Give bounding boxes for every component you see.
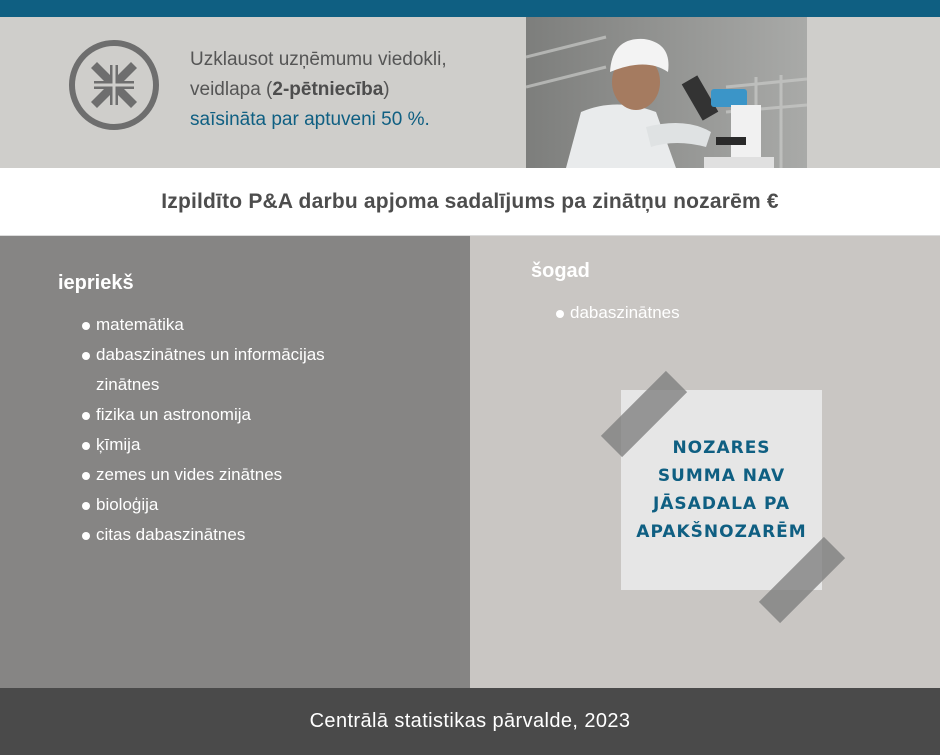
form-shortened-note — [190, 45, 510, 135]
header-line-2-pre: veidlapa ( — [190, 79, 273, 100]
list-item: dabaszinātnes un informācijas zinātnes — [82, 340, 372, 400]
list-item: bioloģija — [82, 490, 372, 520]
header-line-1: Uzklausot uzņēmumu viedokli, — [190, 49, 447, 70]
list-item: dabaszinātnes — [556, 298, 856, 328]
info-header — [0, 17, 940, 168]
list-item: ķīmija — [82, 430, 372, 460]
header-highlight-tail: %. — [402, 109, 430, 130]
this-year-heading: šogad — [531, 260, 590, 282]
note-line-1: NOZARES — [672, 438, 771, 458]
title-bar — [0, 168, 940, 236]
top-accent-bar — [0, 0, 940, 17]
note-line-3: JĀSADALA PA — [652, 494, 791, 514]
scientist-microscope-photo — [526, 17, 807, 168]
photo-illustration — [526, 17, 807, 168]
list-item: matemātika — [82, 310, 372, 340]
this-year-fields-list — [556, 298, 856, 328]
compress-arrows-icon — [68, 39, 160, 131]
form-code: 2-pētniecība — [272, 79, 384, 100]
sticky-note-text — [632, 434, 812, 546]
list-item: citas dabaszinātnes — [82, 520, 372, 550]
footer — [0, 688, 940, 755]
previous-panel — [0, 236, 470, 688]
page-title: Izpildīto P&A darbu apjoma sadalījums pa zinātņu nozarēm € — [161, 189, 779, 213]
note-line-2: SUMMA NAV — [657, 466, 786, 486]
footer-source: Centrālā statistikas pārvalde, 2023 — [309, 710, 631, 732]
note-line-4: APAKŠNOZARĒM — [636, 522, 807, 542]
list-item: zemes un vides zinātnes — [82, 460, 372, 490]
previous-heading: iepriekš — [58, 272, 134, 294]
header-highlight: saīsināta par aptuveni 50 — [190, 109, 403, 130]
previous-fields-list — [82, 310, 372, 550]
header-line-2 — [190, 75, 510, 105]
header-line-2-post: ) — [383, 79, 390, 100]
list-item: fizika un astronomija — [82, 400, 372, 430]
header-line-3 — [190, 105, 510, 135]
